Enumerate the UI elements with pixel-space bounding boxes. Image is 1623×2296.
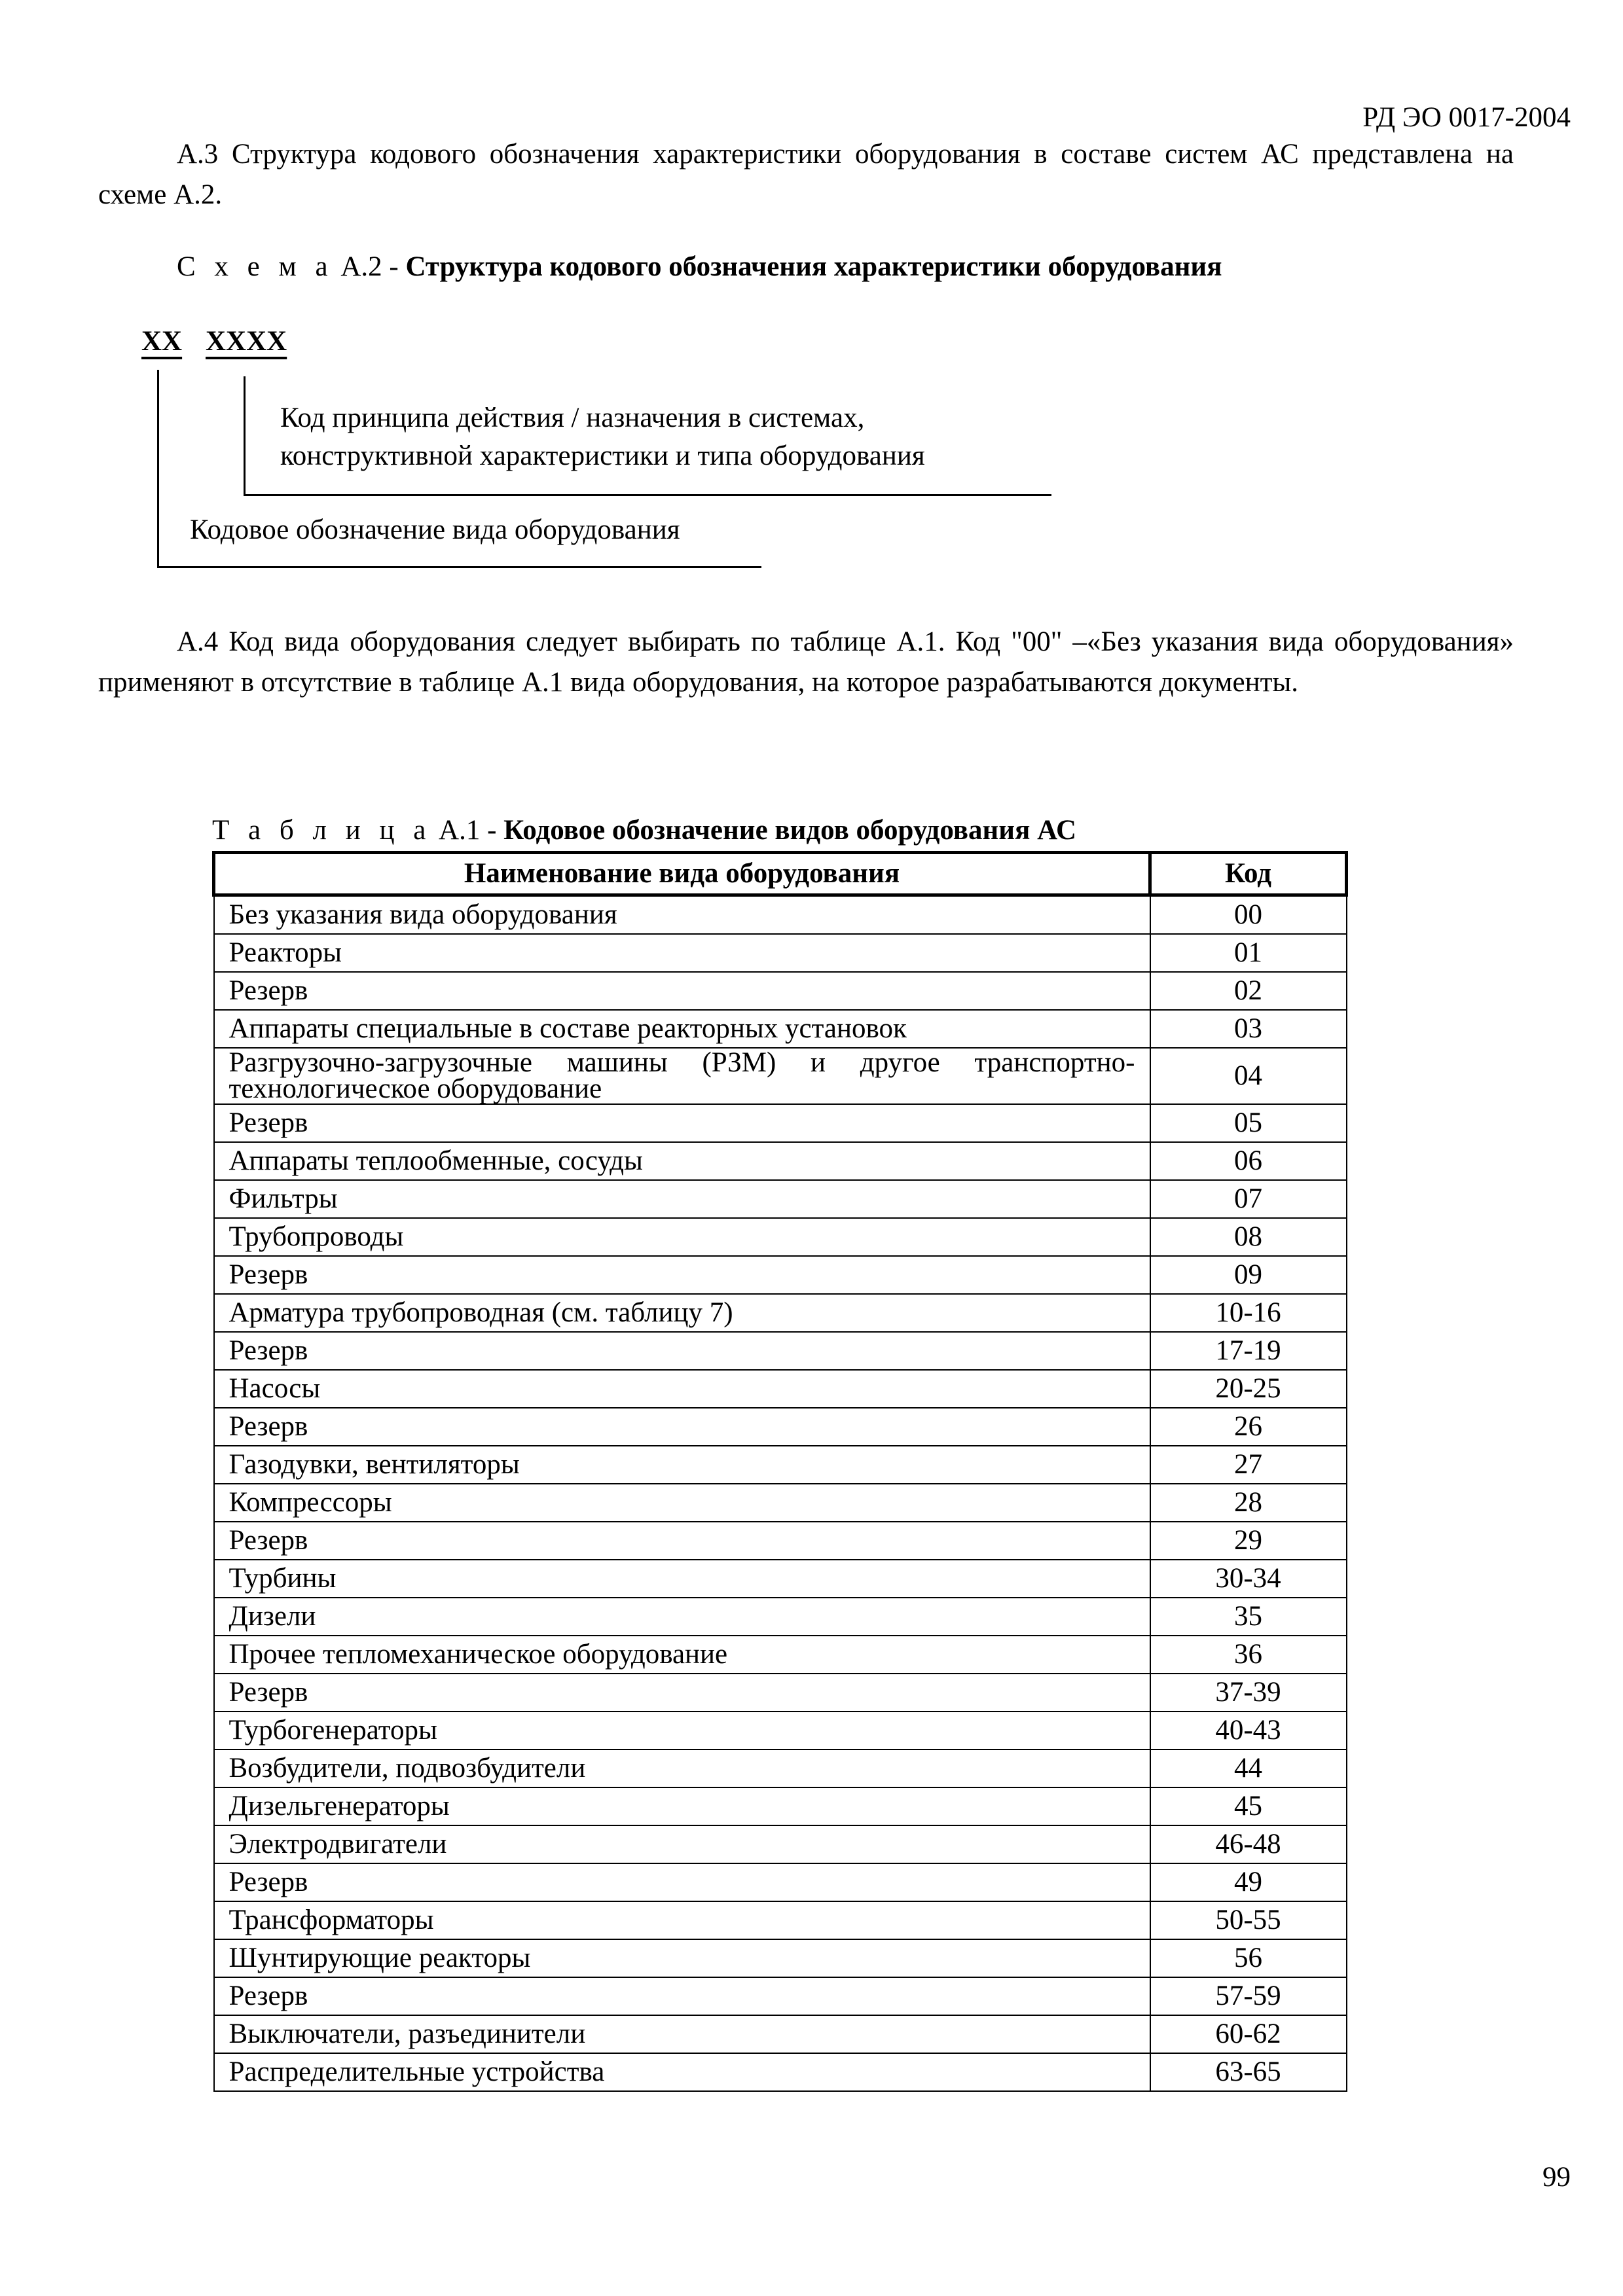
- equipment-name-cell: Возбудители, подвозбудители: [214, 1749, 1150, 1787]
- equipment-name-cell: Реакторы: [214, 934, 1150, 972]
- equipment-name-cell: Насосы: [214, 1370, 1150, 1408]
- bracket-xxxx-vertical: [244, 376, 246, 495]
- table-row: [214, 1484, 1347, 1522]
- desc-xx: Кодовое обозначение вида оборудования: [190, 514, 680, 545]
- table-row: [214, 1749, 1347, 1787]
- table-row: [214, 1863, 1347, 1901]
- table-row: [214, 1712, 1347, 1749]
- equipment-name-cell: Выключатели, разъединители: [214, 2015, 1150, 2053]
- equipment-name-cell: Трубопроводы: [214, 1218, 1150, 1256]
- equipment-code-cell: 08: [1150, 1218, 1347, 1256]
- page-number: 99: [1542, 2162, 1571, 2193]
- equipment-code-cell: 50-55: [1150, 1901, 1347, 1939]
- equipment-code-cell: 10-16: [1150, 1294, 1347, 1332]
- equipment-code-cell: 06: [1150, 1142, 1347, 1180]
- table-header-row: [214, 853, 1347, 895]
- equipment-code-cell: 37-39: [1150, 1674, 1347, 1712]
- equipment-code-cell: 05: [1150, 1104, 1347, 1142]
- equipment-name-cell: Аппараты теплообменные, сосуды: [214, 1142, 1150, 1180]
- equipment-code-cell: 44: [1150, 1749, 1347, 1787]
- table-row: [214, 1446, 1347, 1484]
- equipment-code-cell: 40-43: [1150, 1712, 1347, 1749]
- bracket-xxxx-horizontal: [244, 494, 1051, 496]
- equipment-code-cell: 00: [1150, 895, 1347, 935]
- equipment-name-cell: Распределительные устройства: [214, 2053, 1150, 2091]
- table-row: [214, 1901, 1347, 1939]
- equipment-name-cell: Фильтры: [214, 1180, 1150, 1218]
- equipment-name-cell: Трансформаторы: [214, 1901, 1150, 1939]
- bracket-xx-vertical: [157, 370, 159, 568]
- document-code: РД ЭО 0017-2004: [1362, 102, 1571, 133]
- equipment-code-cell: 04: [1150, 1048, 1347, 1104]
- equipment-name-cell: Резерв: [214, 1863, 1150, 1901]
- equipment-name-cell: Аппараты специальные в составе реакторных установок: [214, 1010, 1150, 1048]
- equipment-code-cell: 30-34: [1150, 1560, 1347, 1598]
- desc-xxxx-line2: конструктивной характеристики и типа оборудования: [280, 440, 925, 471]
- equipment-code-cell: 29: [1150, 1522, 1347, 1560]
- table-row: [214, 1010, 1347, 1048]
- table-row: [214, 1048, 1347, 1104]
- equipment-code-cell: 07: [1150, 1180, 1347, 1218]
- equipment-name-cell: Резерв: [214, 1522, 1150, 1560]
- equipment-name-cell: Турбины: [214, 1560, 1150, 1598]
- equipment-code-cell: 56: [1150, 1939, 1347, 1977]
- code-mark-xx: ХХ: [141, 326, 183, 357]
- equipment-code-cell: 20-25: [1150, 1370, 1347, 1408]
- table-row: [214, 1522, 1347, 1560]
- table-row: [214, 1825, 1347, 1863]
- table-row: [214, 1939, 1347, 1977]
- equipment-name-cell: Шунтирующие реакторы: [214, 1939, 1150, 1977]
- bracket-xx-horizontal: [157, 566, 761, 568]
- table-row: [214, 1787, 1347, 1825]
- table-row: [214, 1977, 1347, 2015]
- table-row: [214, 972, 1347, 1010]
- table-row: [214, 1104, 1347, 1142]
- equipment-code-cell: 49: [1150, 1863, 1347, 1901]
- equipment-code-cell: 02: [1150, 972, 1347, 1010]
- equipment-name-cell: Арматура трубопроводная (см. таблицу 7): [214, 1294, 1150, 1332]
- table-row: [214, 2015, 1347, 2053]
- equipment-code-cell: 63-65: [1150, 2053, 1347, 2091]
- equipment-name-cell: Газодувки, вентиляторы: [214, 1446, 1150, 1484]
- equipment-name-cell: Без указания вида оборудования: [214, 895, 1150, 935]
- equipment-name-cell: Разгрузочно-загрузочные машины (РЗМ) и другое транспортно-технологическое оборудование: [214, 1048, 1150, 1104]
- table-row: [214, 2053, 1347, 2091]
- code-mark-xxxx: ХХХХ: [206, 326, 287, 357]
- table-row: [214, 1142, 1347, 1180]
- equipment-code-cell: 27: [1150, 1446, 1347, 1484]
- equipment-name-cell: Резерв: [214, 1977, 1150, 2015]
- table-row: [214, 895, 1347, 935]
- equipment-code-cell: 36: [1150, 1636, 1347, 1674]
- table-row: [214, 1598, 1347, 1636]
- equipment-code-cell: 35: [1150, 1598, 1347, 1636]
- equipment-code-cell: 03: [1150, 1010, 1347, 1048]
- equipment-name-cell: Электродвигатели: [214, 1825, 1150, 1863]
- equipment-code-cell: 09: [1150, 1256, 1347, 1294]
- equipment-name-cell: Резерв: [214, 1256, 1150, 1294]
- column-header-name: Наименование вида оборудования: [214, 853, 1150, 895]
- equipment-code-cell: 60-62: [1150, 2015, 1347, 2053]
- table-row: [214, 1408, 1347, 1446]
- equipment-name-cell: Прочее тепломеханическое оборудование: [214, 1636, 1150, 1674]
- desc-xxxx-line1: Код принципа действия / назначения в системах,: [280, 403, 865, 433]
- equipment-codes-table: [212, 851, 1348, 2092]
- equipment-name-cell: Резерв: [214, 1332, 1150, 1370]
- equipment-name-cell: Резерв: [214, 972, 1150, 1010]
- table-row: [214, 1370, 1347, 1408]
- paragraph-a3: А.3 Структура кодового обозначения характеристики оборудования в составе систем АС представлена на схеме А.2.: [98, 139, 1514, 210]
- column-header-code: Код: [1150, 853, 1347, 895]
- equipment-name-cell: Резерв: [214, 1674, 1150, 1712]
- paragraph-a4: А.4 Код вида оборудования следует выбирать по таблице А.1. Код "00" –«Без указания вида оборудования» применяют в отсутствие в таблице А.1 вида оборудования, на которое разрабатываются документы.: [98, 626, 1514, 698]
- equipment-code-cell: 01: [1150, 934, 1347, 972]
- table-caption: Т а б л и ц а А.1 - Кодовое обозначение видов оборудования АС: [212, 815, 1077, 846]
- table-row: [214, 1332, 1347, 1370]
- table-row: [214, 1636, 1347, 1674]
- equipment-name-cell: Резерв: [214, 1104, 1150, 1142]
- equipment-name-cell: Турбогенераторы: [214, 1712, 1150, 1749]
- equipment-code-cell: 57-59: [1150, 1977, 1347, 2015]
- equipment-code-cell: 26: [1150, 1408, 1347, 1446]
- table-row: [214, 934, 1347, 972]
- equipment-code-cell: 45: [1150, 1787, 1347, 1825]
- table-row: [214, 1180, 1347, 1218]
- scheme-title: С х е м а А.2 - Структура кодового обозначения характеристики оборудования: [177, 251, 1222, 282]
- equipment-name-cell: Резерв: [214, 1408, 1150, 1446]
- table-row: [214, 1218, 1347, 1256]
- table-row: [214, 1560, 1347, 1598]
- equipment-code-cell: 28: [1150, 1484, 1347, 1522]
- equipment-name-cell: Компрессоры: [214, 1484, 1150, 1522]
- table-row: [214, 1294, 1347, 1332]
- equipment-name-cell: Дизели: [214, 1598, 1150, 1636]
- table-row: [214, 1256, 1347, 1294]
- table-row: [214, 1674, 1347, 1712]
- equipment-name-cell: Дизельгенераторы: [214, 1787, 1150, 1825]
- equipment-code-cell: 17-19: [1150, 1332, 1347, 1370]
- equipment-code-cell: 46-48: [1150, 1825, 1347, 1863]
